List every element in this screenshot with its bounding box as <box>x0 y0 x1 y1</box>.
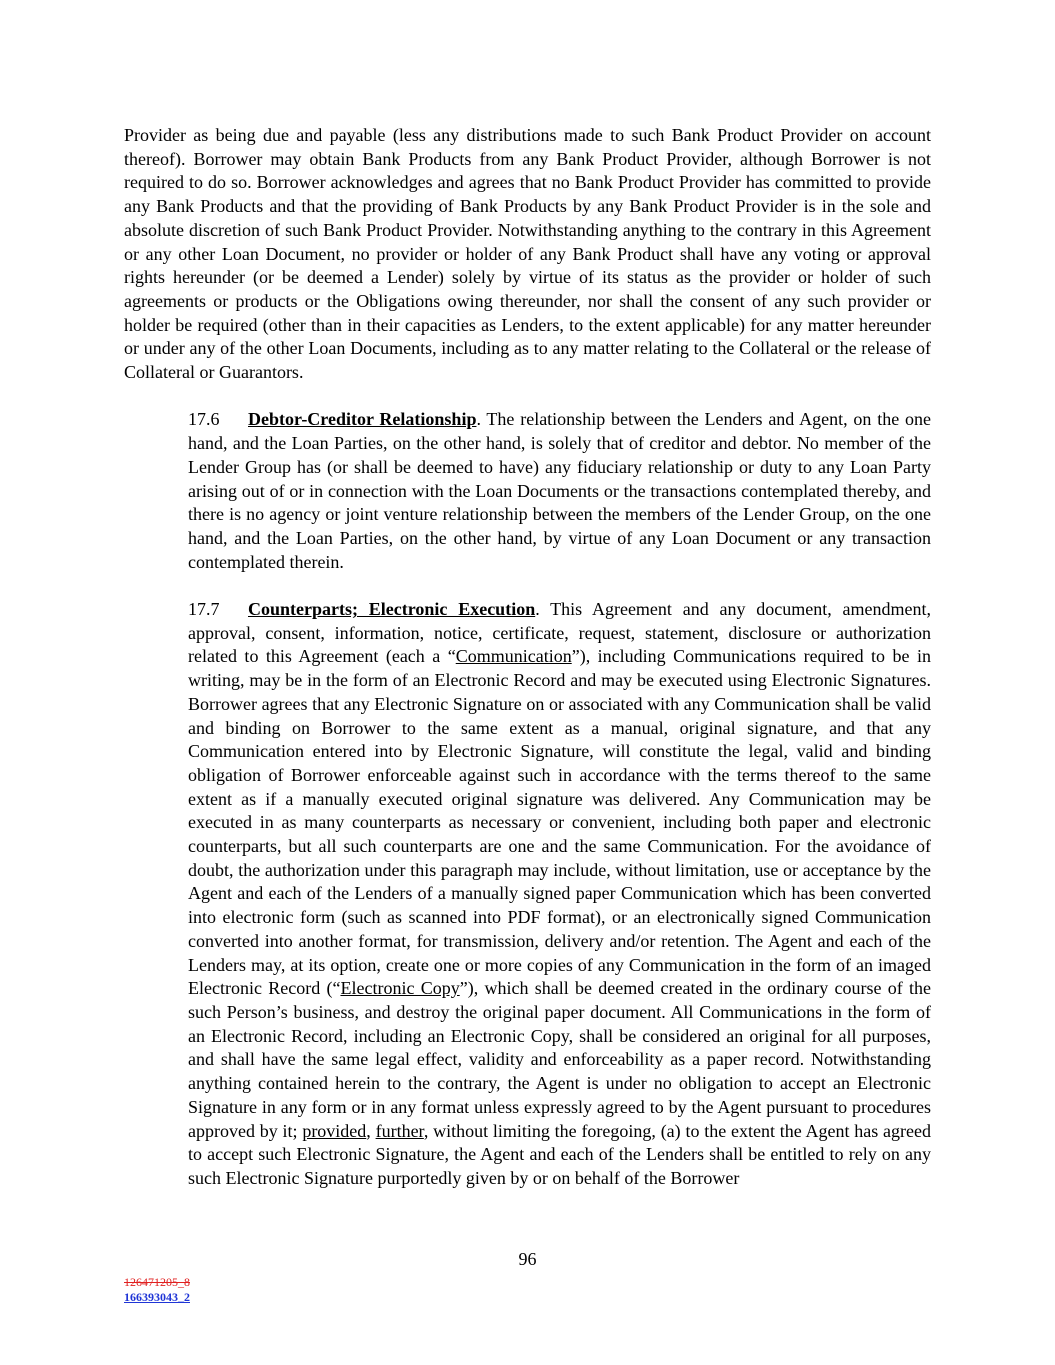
doc-id-deleted: 126471205_8 <box>124 1275 190 1289</box>
section-heading: Counterparts; Electronic Execution <box>248 599 536 620</box>
section-text: . The relationship between the Lenders and Agent, on the one hand, and the Loan Parties, on the other hand, is solely that of creditor and debtor. No member of the Lender Group has (or shall be deemed to have) any fiduciary relationship or duty to any Loan Party arising out of or in connection with the Loan Documents or the transactions contemplated thereby, and there is no agency or joint venture relationship between the members of the Lender Group, on the one hand, and the Loan Parties, on the other hand, by virtue of any Loan Document or any transaction contemplated therein. <box>188 409 931 572</box>
term-provided: provided <box>302 1120 367 1141</box>
section-heading: Debtor-Creditor Relationship <box>248 409 477 430</box>
section-17-7 <box>124 598 931 1191</box>
defined-term-electronic-copy: Electronic Copy <box>340 978 460 999</box>
section-text: ”), including Communications required to be in writing, may be in the form of an Electronic Record and may be executed using Electronic Signatures. Borrower agrees that any Electronic Signature on or associated with any Communication shall be valid and binding on Borrower to the same extent as a manual, original signature, and that any Communication entered into by Electronic Signature, will constitute the legal, valid and binding obligation of Borrower enforceable against such in accordance with the terms thereof to the same extent as if a manually executed original signature was delivered. Any Communication may be executed in as many counterparts as necessary or convenient, including both paper and electronic counterparts, but all such counterparts are one and the same Communication. For the avoidance of doubt, the authorization under this paragraph may include, without limitation, use or acceptance by the Agent and each of the Lenders of a manually signed paper Communication which has been converted into electronic form (such as scanned into PDF format), or an electronically signed Communication converted into another format, for transmission, delivery and/or retention. The Agent and each of the Lenders may, at its option, create one or more copies of any Communication in the form of an imaged Electronic Record (“ <box>188 646 931 999</box>
section-text: ”), which shall be deemed created in the ordinary course of the such Person’s business, and destroy the original paper document. All Communications in the form of an Electronic Record, including an Electronic Copy, shall be considered an original for all purposes, and shall have the same legal effect, validity and enforceability as a paper record. Notwithstanding anything contained herein to the contrary, the Agent is under no obligation to accept an Electronic Signature in any form or in any format unless expressly agreed to by the Agent pursuant to procedures approved by it; <box>188 978 932 1141</box>
section-text: . This Agreement and any document, amendment, approval, consent, information, notice, certificate, request, statement, disclosure or authorization related to this Agreement (each a “ <box>188 599 931 667</box>
section-17-6 <box>124 408 931 574</box>
paragraph-bank-products: Provider as being due and payable (less any distributions made to such Bank Product Provider on account thereof). Borrower may obtain Bank Products from any Bank Product Provider, although Borrower is not required to do so. Borrower acknowledges and agrees that no Bank Product Provider has committed to provide any Bank Products and that the providing of Bank Products by any Bank Product Provider is in the sole and absolute discretion of such Bank Product Provider. Notwithstanding anything to the contrary in this Agreement or any other Loan Document, no provider or holder of any Bank Product shall have any voting or approval rights hereunder (or be deemed a Lender) solely by virtue of its status as the provider or holder of such agreements or products or the Obligations owing thereunder, nor shall the consent of any such provider or holder be required (other than in their capacities as Lenders, to the extent applicable) for any matter hereunder or under any of the other Loan Documents, including as to any matter relating to the Collateral or the release of Collateral or Guarantors. <box>124 125 931 383</box>
doc-id-inserted: 166393043_2 <box>124 1290 190 1304</box>
separator: , <box>366 1120 376 1141</box>
page-number: 96 <box>518 1249 537 1269</box>
document-page <box>124 124 931 1191</box>
section-text: , without limiting the foregoing, (a) to the extent the Agent has agreed to accept such Electronic Signature, the Agent and each of the Lenders shall be entitled to rely on any such Electronic Signature purportedly given by or on behalf of the Borrower <box>188 1120 932 1188</box>
section-number: 17.7 <box>188 599 220 620</box>
defined-term-communication: Communication <box>455 646 572 667</box>
section-number: 17.6 <box>188 409 220 430</box>
term-further: further <box>375 1120 424 1141</box>
